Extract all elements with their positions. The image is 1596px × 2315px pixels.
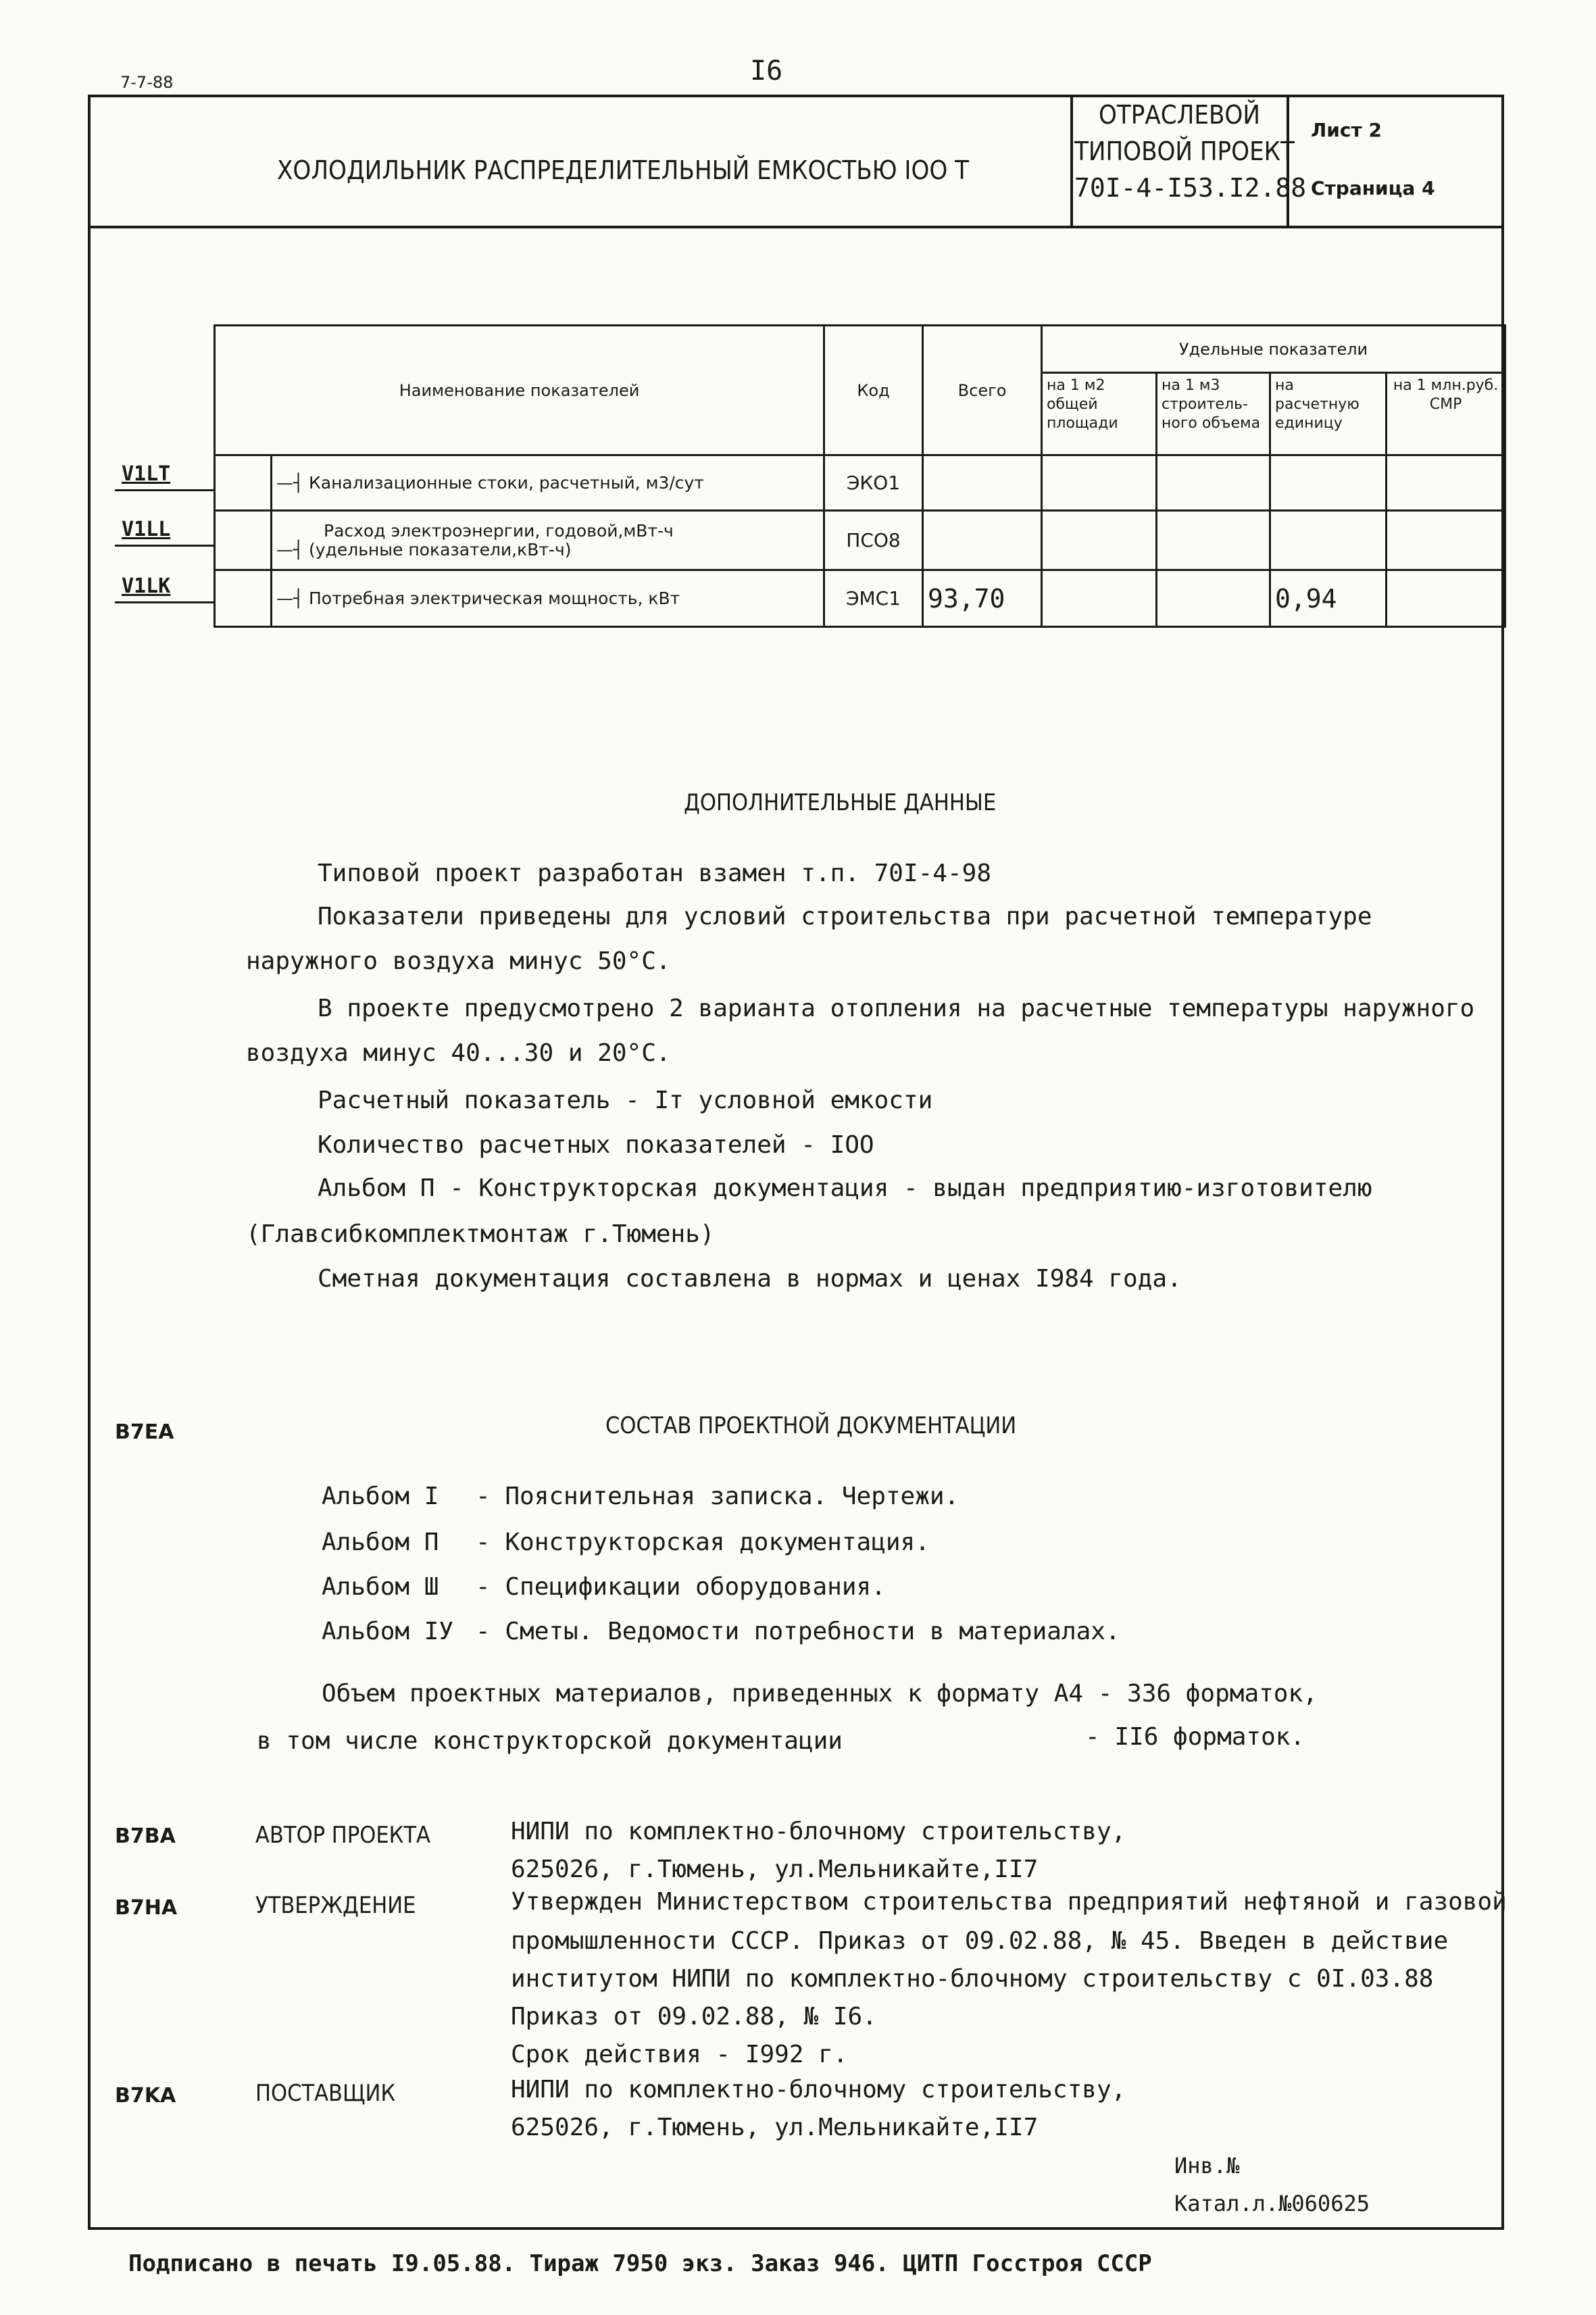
col-name-header: Наименование показателей bbox=[215, 326, 824, 455]
sub-col-area: на 1 м2 общей площади bbox=[1042, 373, 1157, 455]
row-marker: V1LL bbox=[122, 518, 171, 541]
project-type-line2: ТИПОВОЙ ПРОЕКТ bbox=[1074, 136, 1295, 166]
table-row bbox=[215, 511, 1505, 570]
composition-heading: СОСТАВ ПРОЕКТНОЙ ДОКУМЕНТАЦИИ bbox=[605, 1412, 1017, 1439]
project-type-line1: ОТРАСЛЕВОЙ bbox=[1099, 100, 1260, 130]
composition-code: B7EA bbox=[115, 1420, 174, 1444]
col-total-header: Всего bbox=[923, 326, 1042, 455]
sub-col-volume: на 1 м3 строитель- ного объема bbox=[1157, 373, 1270, 455]
row-per-unit: 0,94 bbox=[1270, 570, 1387, 627]
print-footer: Подписано в печать I9.05.88. Тираж 7950 экз. Заказ 946. ЦИТП Госстроя СССР bbox=[128, 2250, 1152, 2277]
row-marker: V1LK bbox=[122, 574, 171, 598]
sheet-number: Лист 2 bbox=[1311, 119, 1382, 141]
row-name: —┤ Канализационные стоки, расчетный, м3/сут bbox=[272, 455, 824, 511]
additional-heading: ДОПОЛНИТЕЛЬНЫЕ ДАННЫЕ bbox=[684, 789, 997, 816]
table-row bbox=[215, 455, 1505, 511]
page-number: I6 bbox=[750, 55, 783, 86]
document-code: 7-7-88 bbox=[120, 73, 174, 92]
row-marker: V1LT bbox=[122, 462, 171, 486]
col-specific-header: Удельные показатели bbox=[1042, 326, 1505, 373]
project-number: 70I-4-I53.I2.88 bbox=[1074, 173, 1307, 203]
sub-col-million: на 1 млн.руб. СМР bbox=[1387, 373, 1505, 455]
row-code: ПСО8 bbox=[824, 511, 923, 570]
page-label: Страница 4 bbox=[1311, 177, 1435, 199]
indicators-table bbox=[214, 324, 1506, 628]
document-title: ХОЛОДИЛЬНИК РАСПРЕДЕЛИТЕЛЬНЫЙ ЕМКОСТЬЮ IOO Т bbox=[277, 155, 970, 185]
row-code: ЭМС1 bbox=[824, 570, 923, 627]
row-total: 93,70 bbox=[923, 570, 1042, 627]
inventory-number: Инв.№ bbox=[1174, 2153, 1240, 2179]
row-code: ЭКО1 bbox=[824, 455, 923, 511]
catalog-number: Катал.л.№060625 bbox=[1174, 2191, 1370, 2216]
row-name: Расход электроэнергии, годовой,мВт-ч —┤ (удельные показатели,кВт-ч) bbox=[272, 511, 824, 570]
row-name: —┤ Потребная электрическая мощность, кВт bbox=[272, 570, 824, 627]
sub-col-unit: на расчетную единицу bbox=[1270, 373, 1387, 455]
col-code-header: Код bbox=[824, 326, 923, 455]
table-row bbox=[215, 570, 1505, 627]
